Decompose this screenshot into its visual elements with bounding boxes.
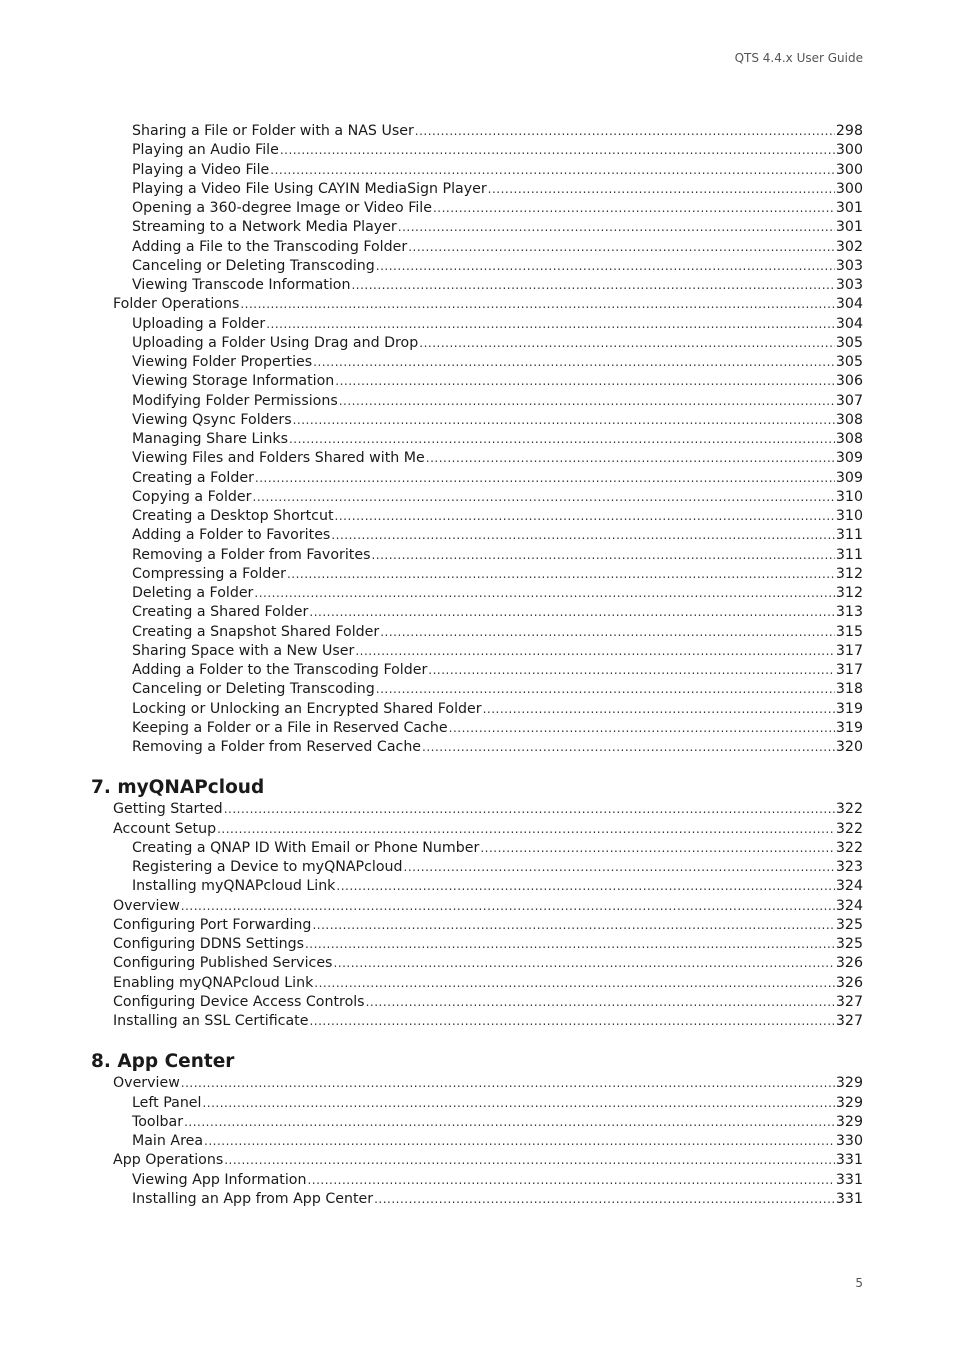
toc-entry-title: Sharing a File or Folder with a NAS User [132, 123, 414, 139]
toc-entry-page: 322 [835, 820, 863, 837]
toc-entry-page: 325 [835, 936, 863, 952]
dot-leader [449, 719, 835, 738]
toc-entry[interactable] [91, 974, 863, 993]
toc-entry[interactable] [91, 642, 863, 661]
dot-leader [333, 954, 834, 973]
toc-entry[interactable] [91, 449, 863, 468]
toc-entry[interactable] [91, 1151, 863, 1170]
toc-entry-page: 312 [835, 585, 863, 601]
toc-entry-page: 307 [835, 392, 863, 409]
dot-leader [376, 680, 835, 699]
toc-entry-title: Canceling or Deleting Transcoding [132, 681, 375, 698]
dot-leader [419, 334, 835, 353]
toc-entry[interactable] [91, 392, 863, 411]
toc-entry[interactable] [91, 122, 863, 141]
dot-leader [426, 449, 835, 468]
toc-entry-page: 331 [835, 1171, 863, 1188]
toc-entry-title: Locking or Unlocking an Encrypted Shared Folder [132, 700, 482, 717]
dot-leader [204, 1132, 835, 1151]
toc-entry-title: Installing an App from App Center [132, 1190, 374, 1207]
toc-entry-page: 329 [835, 1094, 863, 1111]
toc-entry-page: 301 [835, 200, 863, 216]
toc-entry-page: 331 [835, 1190, 863, 1207]
dot-leader [255, 469, 835, 488]
toc-entry-page: 325 [835, 916, 863, 933]
toc-entry[interactable] [91, 877, 863, 896]
toc-entry-title: Compressing a Folder [132, 565, 286, 582]
toc-entry-page: 311 [835, 546, 863, 563]
toc-entry[interactable] [91, 738, 863, 757]
toc-entry[interactable] [91, 295, 863, 314]
dot-leader [293, 411, 835, 430]
toc-entry-title: App Operations [113, 1152, 224, 1169]
toc-entry-page: 320 [835, 739, 863, 755]
dot-leader [366, 993, 835, 1012]
toc-entry[interactable] [91, 1190, 863, 1209]
dot-leader [224, 1151, 835, 1170]
dot-leader [355, 642, 835, 661]
toc-entry-page: 318 [835, 681, 863, 698]
toc-entry-title: Viewing Folder Properties [132, 354, 313, 370]
toc-entry[interactable] [91, 858, 863, 877]
toc-entry-title: Viewing Files and Folders Shared with Me [132, 450, 425, 467]
dot-leader [380, 623, 835, 642]
dot-leader [289, 430, 835, 449]
toc-entry[interactable] [91, 1113, 863, 1132]
toc-entry-title: Uploading a Folder [132, 315, 266, 332]
toc-entry[interactable] [91, 820, 863, 839]
toc-entry-title: Streaming to a Network Media Player [132, 219, 397, 236]
chapter-heading[interactable]: 8. App Center [91, 1051, 235, 1073]
toc-entry-title: Installing an SSL Certificate [113, 1013, 309, 1029]
toc-entry-title: Opening a 360-degree Image or Video File [132, 200, 432, 216]
toc-entry-page: 319 [835, 700, 863, 717]
toc-entry-title: Configuring DDNS Settings [113, 936, 304, 952]
toc-entry[interactable] [91, 661, 863, 680]
toc-entry-page: 309 [835, 469, 863, 486]
toc-entry[interactable] [91, 257, 863, 276]
toc-entry[interactable] [91, 1132, 863, 1151]
toc-entry-title: Removing a Folder from Reserved Cache [132, 739, 422, 755]
toc-entry-title: Keeping a Folder or a File in Reserved Cache [132, 719, 448, 736]
toc-entry[interactable] [91, 526, 863, 545]
toc-entry[interactable] [91, 916, 863, 935]
toc-entry[interactable] [91, 180, 863, 199]
toc-entry-page: 313 [835, 604, 863, 621]
toc-entry-title: Main Area [132, 1133, 204, 1149]
toc-entry-title: Enabling myQNAPcloud Link [113, 974, 314, 991]
toc-entry[interactable] [91, 238, 863, 257]
dot-leader [240, 295, 835, 314]
toc-entry-page: 304 [835, 315, 863, 332]
dot-leader [331, 526, 835, 545]
toc-entry-title: Viewing Qsync Folders [132, 411, 292, 428]
toc-entry[interactable] [91, 700, 863, 719]
dot-leader [480, 839, 835, 858]
toc-entry-page: 298 [835, 123, 863, 139]
toc-entry-title: Creating a QNAP ID With Email or Phone Number [132, 839, 480, 856]
dot-leader [309, 603, 835, 622]
toc-entry-page: 310 [835, 508, 863, 524]
toc-entry-page: 319 [835, 719, 863, 736]
dot-leader [309, 1012, 834, 1031]
dot-leader [307, 1171, 834, 1190]
toc-entry-page: 326 [835, 955, 863, 972]
toc-entry-title: Configuring Device Access Controls [113, 993, 365, 1010]
toc-entry-page: 326 [835, 974, 863, 991]
toc-entry[interactable] [91, 469, 863, 488]
toc-entry[interactable] [91, 800, 863, 819]
page-number: 5 [855, 1276, 863, 1290]
toc-entry-title: Adding a Folder to the Transcoding Folder [132, 662, 428, 678]
toc-entry[interactable] [91, 218, 863, 237]
dot-leader [408, 238, 835, 257]
toc-entry-title: Modifying Folder Permissions [132, 392, 338, 409]
dot-leader [422, 738, 835, 757]
dot-leader [217, 820, 835, 839]
toc-entry-title: Adding a Folder to Favorites [132, 527, 331, 544]
toc-entry[interactable] [91, 430, 863, 449]
toc-entry[interactable] [91, 353, 863, 372]
dot-leader [266, 315, 835, 334]
toc-entry-title: Left Panel [132, 1094, 202, 1111]
dot-leader [253, 488, 835, 507]
toc-entry-title: Copying a Folder [132, 488, 252, 505]
toc-entry[interactable] [91, 623, 863, 642]
dot-leader [376, 257, 835, 276]
toc-entry-title: Viewing App Information [132, 1171, 307, 1188]
table-of-contents [91, 122, 863, 1209]
toc-entry-title: Creating a Shared Folder [132, 604, 309, 621]
toc-entry-page: 331 [835, 1152, 863, 1169]
dot-leader [314, 974, 835, 993]
toc-entry-page: 300 [835, 180, 863, 197]
toc-entry-title: Getting Started [113, 801, 223, 818]
toc-entry-page: 322 [835, 801, 863, 818]
toc-entry[interactable] [91, 1074, 863, 1093]
toc-entry[interactable] [91, 993, 863, 1012]
toc-entry[interactable] [91, 334, 863, 353]
dot-leader [287, 565, 835, 584]
toc-entry-page: 305 [835, 354, 863, 370]
toc-entry-page: 330 [835, 1133, 863, 1149]
toc-entry-page: 327 [835, 993, 863, 1010]
toc-entry[interactable] [91, 719, 863, 738]
toc-entry[interactable] [91, 954, 863, 973]
toc-entry[interactable] [91, 372, 863, 391]
toc-entry-page: 327 [835, 1013, 863, 1029]
toc-entry-title: Account Setup [113, 820, 217, 837]
toc-entry-title: Sharing Space with a New User [132, 642, 355, 659]
toc-entry[interactable] [91, 897, 863, 916]
toc-entry[interactable] [91, 546, 863, 565]
toc-entry[interactable] [91, 141, 863, 160]
dot-leader [371, 546, 834, 565]
dot-leader [305, 935, 835, 954]
toc-entry-page: 315 [835, 623, 863, 640]
dot-leader [181, 1074, 835, 1093]
toc-entry[interactable] [91, 839, 863, 858]
toc-entry-title: Adding a File to the Transcoding Folder [132, 238, 408, 255]
toc-entry[interactable] [91, 315, 863, 334]
toc-entry-page: 308 [835, 411, 863, 428]
toc-entry-page: 312 [835, 565, 863, 582]
toc-entry[interactable] [91, 161, 863, 180]
toc-entry-page: 305 [835, 334, 863, 351]
toc-entry-title: Managing Share Links [132, 431, 288, 447]
toc-entry-title: Viewing Storage Information [132, 373, 335, 390]
running-header: QTS 4.4.x User Guide [734, 51, 863, 65]
toc-entry-title: Overview [113, 897, 180, 914]
toc-entry[interactable] [91, 199, 863, 218]
toc-entry-page: 324 [835, 897, 863, 914]
toc-entry[interactable] [91, 411, 863, 430]
toc-entry-title: Playing a Video File Using CAYIN MediaSign Player [132, 180, 487, 197]
toc-entry-title: Configuring Port Forwarding [113, 916, 312, 933]
toc-entry-page: 310 [835, 488, 863, 505]
dot-leader [351, 276, 834, 295]
toc-entry-title: Toolbar [132, 1113, 184, 1130]
toc-entry-title: Playing a Video File [132, 161, 270, 178]
toc-entry-title: Uploading a Folder Using Drag and Drop [132, 334, 419, 351]
toc-entry-page: 322 [835, 839, 863, 856]
dot-leader [398, 218, 835, 237]
toc-entry[interactable] [91, 276, 863, 295]
toc-entry-page: 324 [835, 878, 863, 895]
dot-leader [181, 897, 835, 916]
toc-entry-page: 323 [835, 859, 863, 875]
dot-leader [339, 392, 835, 411]
toc-entry-page: 300 [835, 142, 863, 159]
toc-entry-page: 329 [835, 1075, 863, 1092]
toc-entry[interactable] [91, 507, 863, 526]
toc-entry[interactable] [91, 488, 863, 507]
toc-entry-title: Creating a Snapshot Shared Folder [132, 623, 380, 640]
toc-entry[interactable] [91, 1094, 863, 1113]
toc-entry[interactable] [91, 1171, 863, 1190]
toc-entry-title: Deleting a Folder [132, 585, 254, 601]
dot-leader [404, 858, 835, 877]
toc-entry-page: 308 [835, 431, 863, 447]
toc-entry-page: 317 [835, 662, 863, 678]
dot-leader [254, 584, 835, 603]
dot-leader [488, 180, 835, 199]
toc-entry[interactable] [91, 680, 863, 699]
toc-entry-page: 301 [835, 219, 863, 236]
toc-entry-title: Folder Operations [113, 296, 240, 313]
toc-entry[interactable] [91, 1012, 863, 1031]
dot-leader [312, 916, 834, 935]
toc-entry-page: 317 [835, 642, 863, 659]
toc-entry[interactable] [91, 584, 863, 603]
dot-leader [270, 161, 835, 180]
dot-leader [483, 700, 835, 719]
toc-entry-title: Viewing Transcode Information [132, 277, 351, 293]
dot-leader [202, 1094, 834, 1113]
toc-entry[interactable] [91, 935, 863, 954]
toc-entry-title: Canceling or Deleting Transcoding [132, 257, 375, 274]
chapter-heading[interactable]: 7. myQNAPcloud [91, 777, 265, 799]
dot-leader [280, 141, 835, 160]
toc-entry-page: 302 [835, 238, 863, 255]
toc-entry[interactable] [91, 565, 863, 584]
dot-leader [428, 661, 835, 680]
dot-leader [224, 800, 835, 819]
toc-entry-page: 309 [835, 450, 863, 467]
toc-entry-title: Overview [113, 1075, 180, 1092]
dot-leader [433, 199, 835, 218]
toc-entry-page: 303 [835, 277, 863, 293]
toc-entry[interactable] [91, 603, 863, 622]
dot-leader [415, 122, 835, 141]
toc-entry-title: Configuring Published Services [113, 955, 333, 972]
dot-leader [336, 877, 835, 896]
dot-leader [374, 1190, 835, 1209]
toc-entry-page: 303 [835, 257, 863, 274]
toc-entry-title: Playing an Audio File [132, 142, 279, 159]
toc-entry-page: 329 [835, 1113, 863, 1130]
toc-entry-page: 304 [835, 296, 863, 313]
toc-entry-title: Creating a Folder [132, 469, 254, 486]
toc-entry-title: Installing myQNAPcloud Link [132, 878, 336, 895]
toc-entry-title: Removing a Folder from Favorites [132, 546, 371, 563]
toc-entry-page: 306 [835, 373, 863, 390]
dot-leader [313, 353, 835, 372]
dot-leader [184, 1113, 835, 1132]
toc-entry-page: 300 [835, 161, 863, 178]
dot-leader [335, 507, 835, 526]
dot-leader [335, 372, 835, 391]
toc-entry-page: 311 [835, 527, 863, 544]
toc-entry-title: Registering a Device to myQNAPcloud [132, 859, 403, 875]
toc-entry-title: Creating a Desktop Shortcut [132, 508, 334, 524]
